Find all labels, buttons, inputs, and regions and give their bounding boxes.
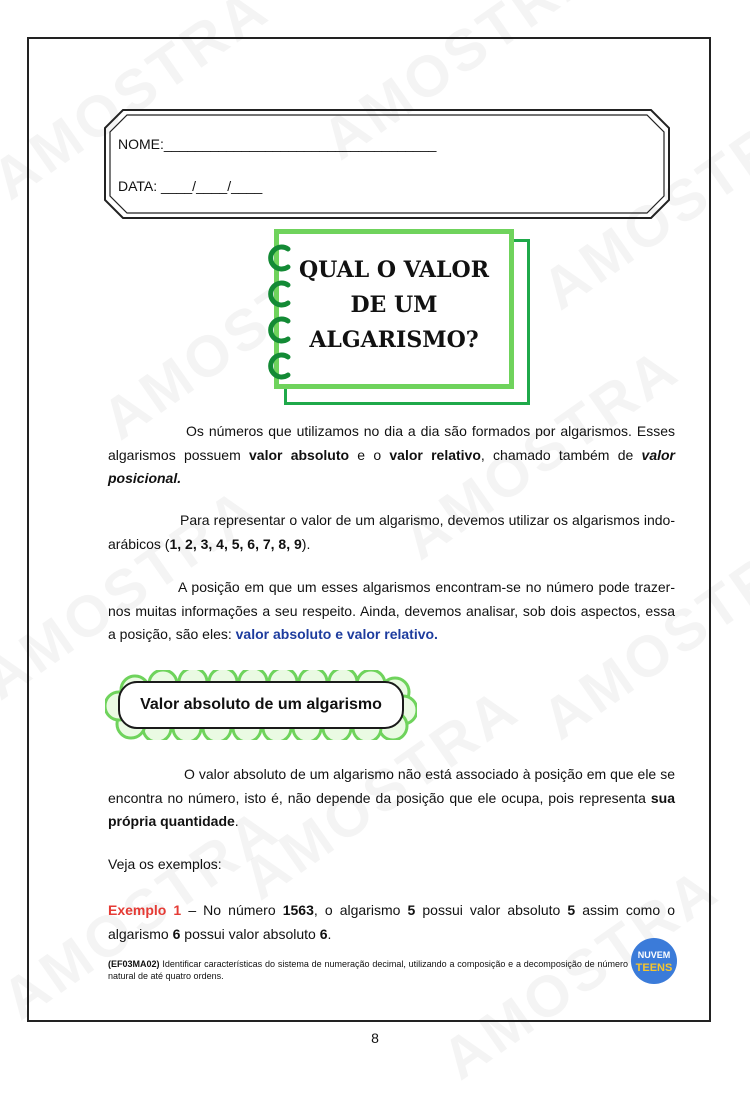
bncc-skill-note: (EF03MA02) Identificar características do sistema de numeração decimal, utilizando a composição e a decomposição de número natural de até quatro ordens. xyxy=(108,959,628,981)
nuvem-teens-logo xyxy=(628,937,680,985)
page-title xyxy=(274,253,514,358)
paragraph-examples-intro: Veja os exemplos: xyxy=(108,856,222,872)
title-line-1: QUAL O VALOR xyxy=(298,257,490,283)
date-field[interactable]: DATA: ____/____/____ xyxy=(118,178,263,194)
example-1: Exemplo 1 – No número 1563, o algarismo 5 possui valor absoluto 5 assim como o algarismo 6 possui valor absoluto 6. xyxy=(108,902,675,942)
svg-text:NUVEM: NUVEM xyxy=(637,950,671,960)
title-card xyxy=(262,229,532,407)
spiral-ring-icon xyxy=(262,351,292,381)
title-line-2: DE UM xyxy=(350,292,438,318)
spiral-ring-icon xyxy=(262,279,292,309)
svg-text:TEENS: TEENS xyxy=(635,962,673,974)
section-heading-cloud xyxy=(105,670,417,740)
spiral-ring-icon xyxy=(262,243,292,273)
octagon-border xyxy=(103,108,671,220)
spiral-ring-icon xyxy=(262,315,292,345)
logo-cloud-icon xyxy=(628,937,680,985)
section-heading: Valor absoluto de um algarismo xyxy=(140,696,382,713)
paragraph-position: A posição em que um esses algarismos encontram-se no número pode trazer-nos muitas informações a seu respeito. Ainda, devemos analisar, sob dois aspectos, essa a posição, são eles: valor absoluto e valor relativo. xyxy=(108,579,675,642)
paragraph-intro: Os números que utilizamos no dia a dia são formados por algarismos. Esses algarismos possuem valor absoluto e o valor relativo, chamado também de valor posicional. xyxy=(108,423,675,486)
page-number: 8 xyxy=(371,1030,379,1046)
name-date-box xyxy=(103,108,671,220)
title-line-3: ALGARISMO? xyxy=(309,327,479,353)
paragraph-absolute-value: O valor absoluto de um algarismo não está associado à posição em que ele se encontra no número, isto é, não depende da posição que ele ocupa, pois representa sua própria quantidade. xyxy=(108,766,675,829)
name-field[interactable]: NOME:___________________________________ xyxy=(118,136,437,152)
paragraph-digits: Para representar o valor de um algarismo, devemos utilizar os algarismos indo-arábicos (1, 2, 3, 4, 5, 6, 7, 8, 9). xyxy=(108,512,675,552)
